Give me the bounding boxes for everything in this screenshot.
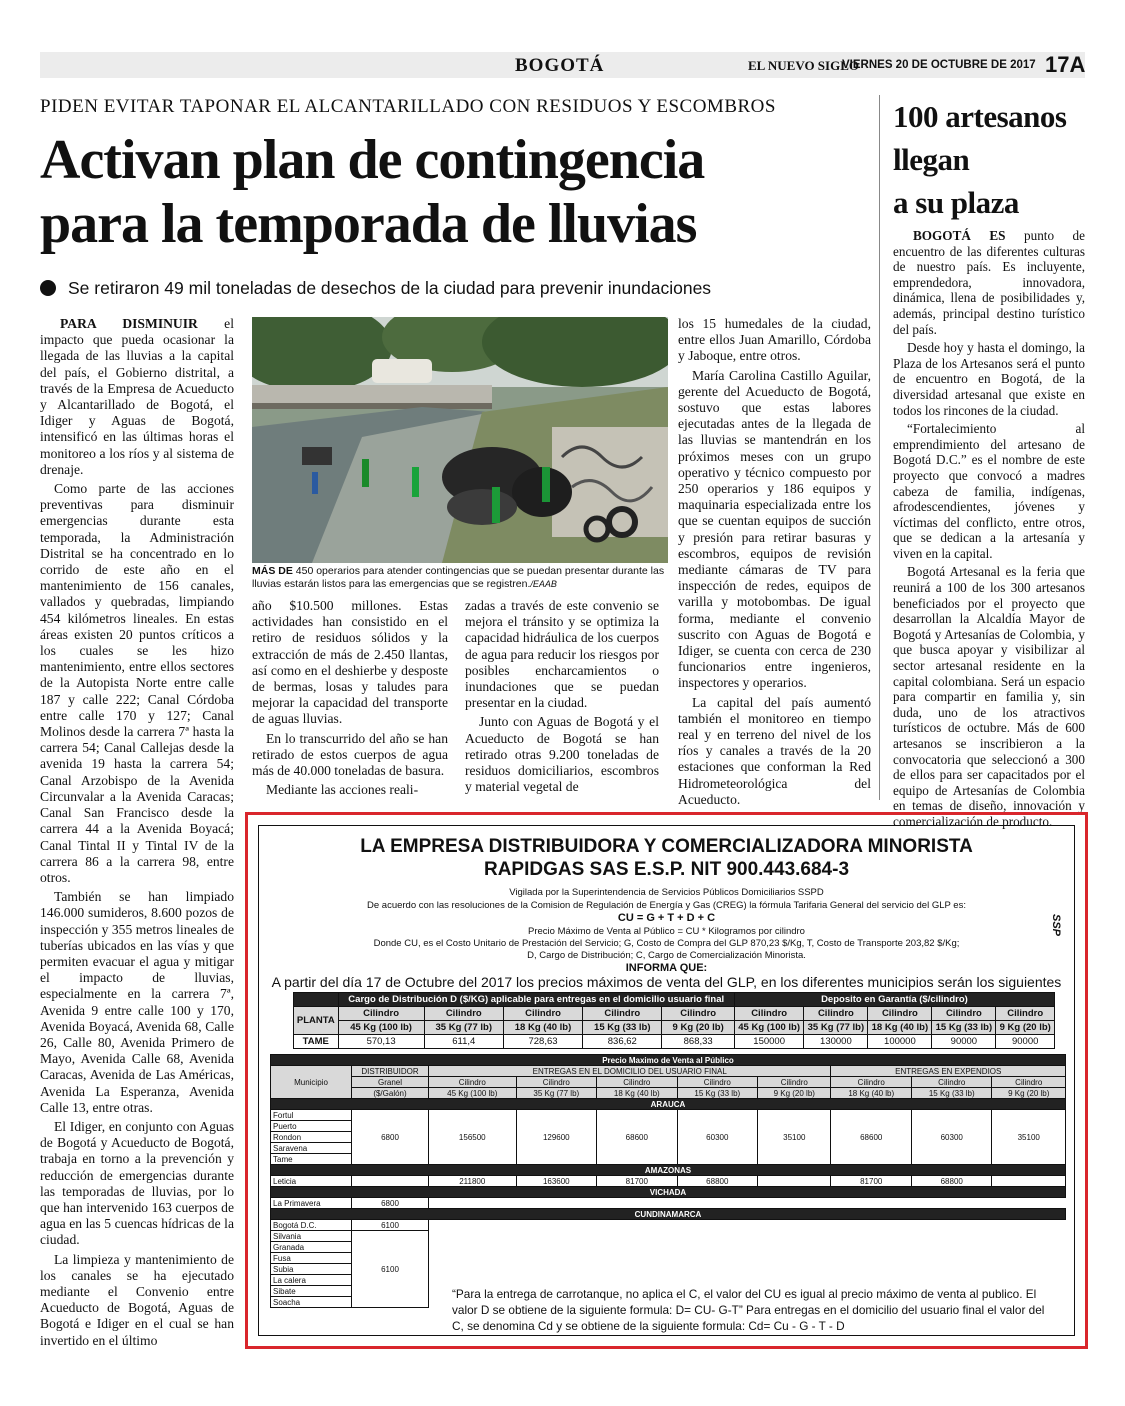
ad-formula: CU = G + T + D + C [617, 912, 716, 924]
paragraph: los 15 humedales de la ciudad, entre ellos Juan Amarillo, Córdoba y Jaboque, entre otros. [678, 316, 871, 364]
paragraph: Bogotá Artesanal es la feria que reunirá a 100 de los 300 artesanos beneficiados por el proyecto que desarrollan la Alcaldía Mayor de Bogotá y Artesanías de Colombia, y que busca apoyar y visibilizar al sector artesanal residente en la capital colombiana. Será un espacio para compartir en familia y, sin duda, uno de los atractivos turísticos de octubre. Más de 600 artesanos se inscribieron a la convocatoria que seleccionó a 300 de ellos para ser capacitados por el equipo de Artesanías de Colombia en temas de diseño, innovación y comercialización de producto. [893, 564, 1085, 829]
paragraph: Como parte de las acciones preventivas para disminuir emergencias durante esta temporada, la Administración Distrital se ha concentrado en lo corrido de este año en el mantenimiento de 156 canales, vallados y quebradas, limpiando 454 kilómetros lineales. En estas áreas existen 20 puntos críticos a los cuales se les hizo mantenimiento, entre ellos sectores de la Autopista Norte entre calle 187 y calle 222; Canal Córdoba entre calle 170 y 127; Canal Molinos desde la carrera 7ª hasta la carrera 54; Canal Callejas desde la avenida 19 hasta la carrera 54; Canal Arzobispo de la Avenida Circunvalar a la Avenida Caracas; Canal San Francisco desde la carrera 44 a la Avenida Boyacá; Canal Tintal II y Tintal IV de la carrera 86 a la carrera 98, entre otros. [40, 481, 234, 885]
table-row: Leticia 211800 163600 81700 68800 81700 68800 [271, 1176, 1066, 1187]
article-photo [252, 317, 668, 563]
paragraph: PARA DISMINUIR el impacto que pueda ocasionar la llegada de las lluvias a la capital del país, el Gobierno distrital, a través de la Empresa de Acueducto y Alcantarillado de Bogotá, el Idiger y Aguas de Bogotá, intensificó en las últimas horas el monitoreo a los ríos y al sistema de drenaje. [40, 316, 234, 477]
table-row: Soacha [271, 1297, 1066, 1308]
lead-in: BOGOTÁ ES [913, 228, 1006, 243]
region-header: AMAZONAS [271, 1165, 1066, 1176]
paragraph: En lo transcurrido del año se han retirado de estos cuerpos de agua más de 40.000 toneladas de basura. [252, 730, 448, 779]
headline-line-1: Activan plan de contingencia [40, 129, 705, 191]
newspaper-name: EL NUEVO SIGLO [748, 58, 859, 73]
table-row: Sibate [271, 1286, 1066, 1297]
ad-line: Precio Máximo de Venta al Público = CU * Kilogramos por cilindro [528, 926, 805, 937]
ad-announcement: A partir del día 17 de Octubre del 2017 los precios máximos de venta del GLP, en los diferentes municipios serán los siguientes [271, 974, 1062, 990]
region-header: VICHADA [271, 1187, 1066, 1198]
subhead-text: Se retiraron 49 mil toneladas de desechos de la ciudad para prevenir inundaciones [68, 278, 712, 298]
ad-line: D, Cargo de Distribución; C, Cargo de Comercialización Minorista. [527, 950, 806, 961]
table-header: PLANTA [294, 1007, 339, 1035]
table-header: Municipio [271, 1066, 352, 1099]
table-row: Fusa [271, 1253, 1066, 1264]
paragraph: Mediante las acciones reali- [266, 782, 419, 798]
paragraph: año $10.500 millones. Estas actividades han consistido en el retiro de residuos sólidos y la extracción de más de 2.450 llantas, así como en el deshierbe y desposte de bermas, losas y taludes para mejorar la capacidad del transporte de aguas lluvias. [252, 598, 448, 727]
lead-in: PARA DISMINUIR [60, 316, 198, 331]
paragraph: También se han limpiado 146.000 sumideros, 8.600 pozos de inspección y 355 metros lineales de tuberías ubicados en las vías y que permiten evacuar el agua y mitigar el impacto de lluvias, especialmente en la carrera 7ª, Avenida 9 entre calle 100 y 170, Avenida Boyacá, Avenida 68, Calle 26, Calle 80, Avenida Primero de Mayo, Avenida Calle 68, Avenida Caracas, Avenida de Las Américas, Avenida La Esperanza, Avenida Calle 13, entre otras. [40, 889, 234, 1115]
table-row: Bogotá D.C. 6100 [271, 1220, 1066, 1231]
page-number: 17A [1045, 52, 1086, 77]
article-column-1 [40, 316, 234, 1352]
article-kicker: PIDEN EVITAR TAPONAR EL ALCANTARILLADO CON RESIDUOS Y ESCOMBROS [40, 96, 776, 117]
table-header: Cargo de Distribución D ($/KG) aplicable para entregas en el domicilio usuario final [338, 993, 734, 1007]
paragraph: La limpieza y mantenimiento de los canales se ha ejecutado mediante el Convenio entre Acueducto de Bogotá, Aguas de Bogotá e Idiger en el cual se han invertido en el último [40, 1251, 234, 1348]
table-row: Puerto [271, 1121, 1066, 1132]
sidebar-body [893, 228, 1085, 833]
max-price-table: Precio Maximo de Venta al Público Municipio DISTRIBUIDOR ENTREGAS EN EL DOMICILIO DEL USUARIO FINAL ENTREGAS EN EXPENDIOS Granel Cilindro Cilindro Cilindro Cilindro Cilindro Cilindro Cilindro Cilindro ($/Galón) 45 Kg (100 lb) 35 Kg (77 lb) 18 Kg (40 lb) 15 Kg (33 lb) 9 Kg (20 lb) 18 Kg (40 lb) 15 Kg (33 lb) 9 Kg (20 lb) ARAUCA Fortul 6800 156500 129600 68600 60300 35100 68600 60300 35100 Puerto Rondon Saravena Tame AMAZONAS Leticia 211800 163600 81700 68800 81700 68800 VICHADA La Primavera 6800 CUNDINAMARCA Bogotá D.C. 6100 Silvania 6100 Granada Fusa Subia La calera Sibate Soacha [270, 1054, 1066, 1308]
photo-caption: MÁS DE 450 operarios para atender contingencias que se puedan presentar durante las lluvias estarán listos para las emergencias que se registren./EAAB [252, 565, 665, 590]
bullet-icon [40, 280, 56, 296]
paragraph: La capital del país aumentó también el monitoreo en tiempo real y en terreno del nivel de los ríos y canales a través de la 20 estaciones que conforman la Red Hidrometeorológica del Acueducto. [678, 694, 871, 807]
table-row: Tame [271, 1154, 1066, 1165]
region-header: CUNDINAMARCA [271, 1209, 1066, 1220]
ad-line: Donde CU, es el Costo Unitario de Prestación del Servicio; G, Costo de Compra del GLP 870,23 $/Kg, T, Costo de Transporte 203,82 $/Kg; [373, 938, 960, 949]
region-header: ARAUCA [271, 1099, 1066, 1110]
table-title: Precio Maximo de Venta al Público [271, 1055, 1066, 1066]
table-header: Deposito en Garantía ($/cilindro) [734, 993, 1054, 1007]
headline-line-2: para la temporada de lluvias [40, 193, 697, 255]
issue-date: VIERNES 20 DE OCTUBRE DE 2017 [842, 59, 1036, 71]
article-headline [40, 128, 860, 256]
caption-lead: MÁS DE [252, 565, 293, 577]
distribution-charge-table: Cargo de Distribución D ($/KG) aplicable para entregas en el domicilio usuario final Deposito en Garantía ($/cilindro) PLANTA Cilindro Cilindro Cilindro Cilindro Cilindro Cilindro Cilindro Cilindro Cilindro Cilindro 45 Kg (100 lb) 35 Kg (77 lb) 18 Kg (40 lb) 15 Kg (33 lb) 9 Kg (20 lb) 45 Kg (100 lb) 35 Kg (77 lb) 18 Kg (40 lb) 15 Kg (33 lb) 9 Kg (20 lb) TAME 570,13 611,4 728,63 836,62 868,33 150000 130000 100000 90000 90000 [293, 992, 1055, 1049]
ad-footnote: “Para la entrega de carrotanque, no aplica el C, el valor del CU es igual al precio máximo de venta al publico. El valor D se obtiene de la siguiente formula: D= CU- G-T” Para entregas en el domicilio del usuario final el valor del C, se denomina Cd y se obtiene de la siguiente formula: Cd= Cu - G - T - D [452, 1287, 1045, 1333]
table-row: Saravena [271, 1143, 1066, 1154]
paragraph: zadas a través de este convenio se mejora el tránsito y se optimiza la capacidad hidráulica de los cuerpos de agua para reducir los riesgos por posibles encharcamientos o inundaciones que se puedan presentar en la ciudad. [465, 598, 659, 711]
table-row: La Primavera 6800 [271, 1198, 1066, 1209]
ad-title: LA EMPRESA DISTRIBUIDORA Y COMERCIALIZADORA MINORISTA [360, 836, 973, 857]
legal-notice-ad [245, 812, 1088, 1349]
article-column-3 [465, 598, 659, 798]
ad-frame [258, 825, 1075, 1336]
paragraph: BOGOTÁ ES punto de encuentro de las diferentes culturas de nuestro país. Es incluyente, emprendedora, innovadora, dinámica, llena de posibilidades y, además, principal destino turístico del país. [893, 228, 1085, 337]
article-subhead [40, 278, 711, 299]
article-column-4 [678, 316, 871, 811]
table-row: TAME 570,13 611,4 728,63 836,62 868,33 150000 130000 100000 90000 90000 [294, 1035, 1055, 1049]
paragraph: El Idiger, en conjunto con Aguas de Bogotá y Acueducto de Bogotá, trabaja en torno a la prevención y reducción de emergencias durante las temporadas de lluvias, por lo que han intervenido 163 cuerpos de agua en las 5 cuencas hídricas de la ciudad. [40, 1118, 234, 1248]
paragraph: Desde hoy y hasta el domingo, la Plaza de los Artesanos será el punto de encuentro en Bogotá, de la diversidad artesanal que existe en todos los rincones de la ciudad. [893, 340, 1085, 418]
paragraph: “Fortalecimiento al emprendimiento del artesano de Bogotá D.C.” es el nombre de este proyecto que convocó a madres cabeza de familia, indígenas, afrodescendientes, jóvenes y víctimas del conflicto, entre otros, que se dedican a la artesanía y viven en la capital. [893, 421, 1085, 561]
table-row: Silvania 6100 [271, 1231, 1066, 1242]
table-row: Fortul 6800 156500 129600 68600 60300 35100 68600 60300 35100 [271, 1110, 1066, 1121]
sidebar-title: 100 artesanos llegan a su plaza [893, 99, 1067, 220]
section-name: BOGOTÁ [515, 55, 605, 76]
ad-company: RAPIDGAS SAS E.S.P. NIT 900.443.684-3 [483, 859, 850, 880]
article-column-2 [252, 598, 448, 801]
ad-informa: INFORMA QUE: [625, 962, 708, 974]
sidebar-divider [879, 95, 880, 800]
ad-line: De acuerdo con las resoluciones de la Comision de Regulación de Energía y Gas (CREG) la fórmula Tarifaria General del servicio del GLP es: [367, 900, 966, 911]
ad-line: Vigilada por la Superintendencia de Servicios Públicos Domiciliarios SSPD [509, 887, 824, 898]
table-row: Subia [271, 1264, 1066, 1275]
ssp-logo: SSP [1050, 914, 1062, 937]
table-row: Granada [271, 1242, 1066, 1253]
table-row: Rondon [271, 1132, 1066, 1143]
table-row: La calera [271, 1275, 1066, 1286]
paragraph: María Carolina Castillo Aguilar, gerente del Acueducto de Bogotá, sostuvo que estas labores ejecutadas antes de la llegada de las lluvias se mantendrán en los próximos meses con un grupo operativo y técnico compuesto por 250 operarios y 186 equipos y maquinaria especializada entre los que se cuentan equipos de succión y presión para retirar basuras y escombros, equipos de revisión mediante cámaras de TV para inspección de redes, equipos de varilla y motobombas. De igual forma, mediante el convenio suscrito con Aguas de Bogotá e Idiger, se cuenta con cerca de 230 funcionarios entre ingenieros, inspectores y operarios. [678, 367, 871, 691]
photo-credit: /EAAB [530, 579, 557, 589]
paragraph: Junto con Aguas de Bogotá y el Acueducto de Bogotá se han retirado otras 9.200 toneladas de residuos domiciliarios, escombros y material vegetal de [465, 714, 659, 795]
